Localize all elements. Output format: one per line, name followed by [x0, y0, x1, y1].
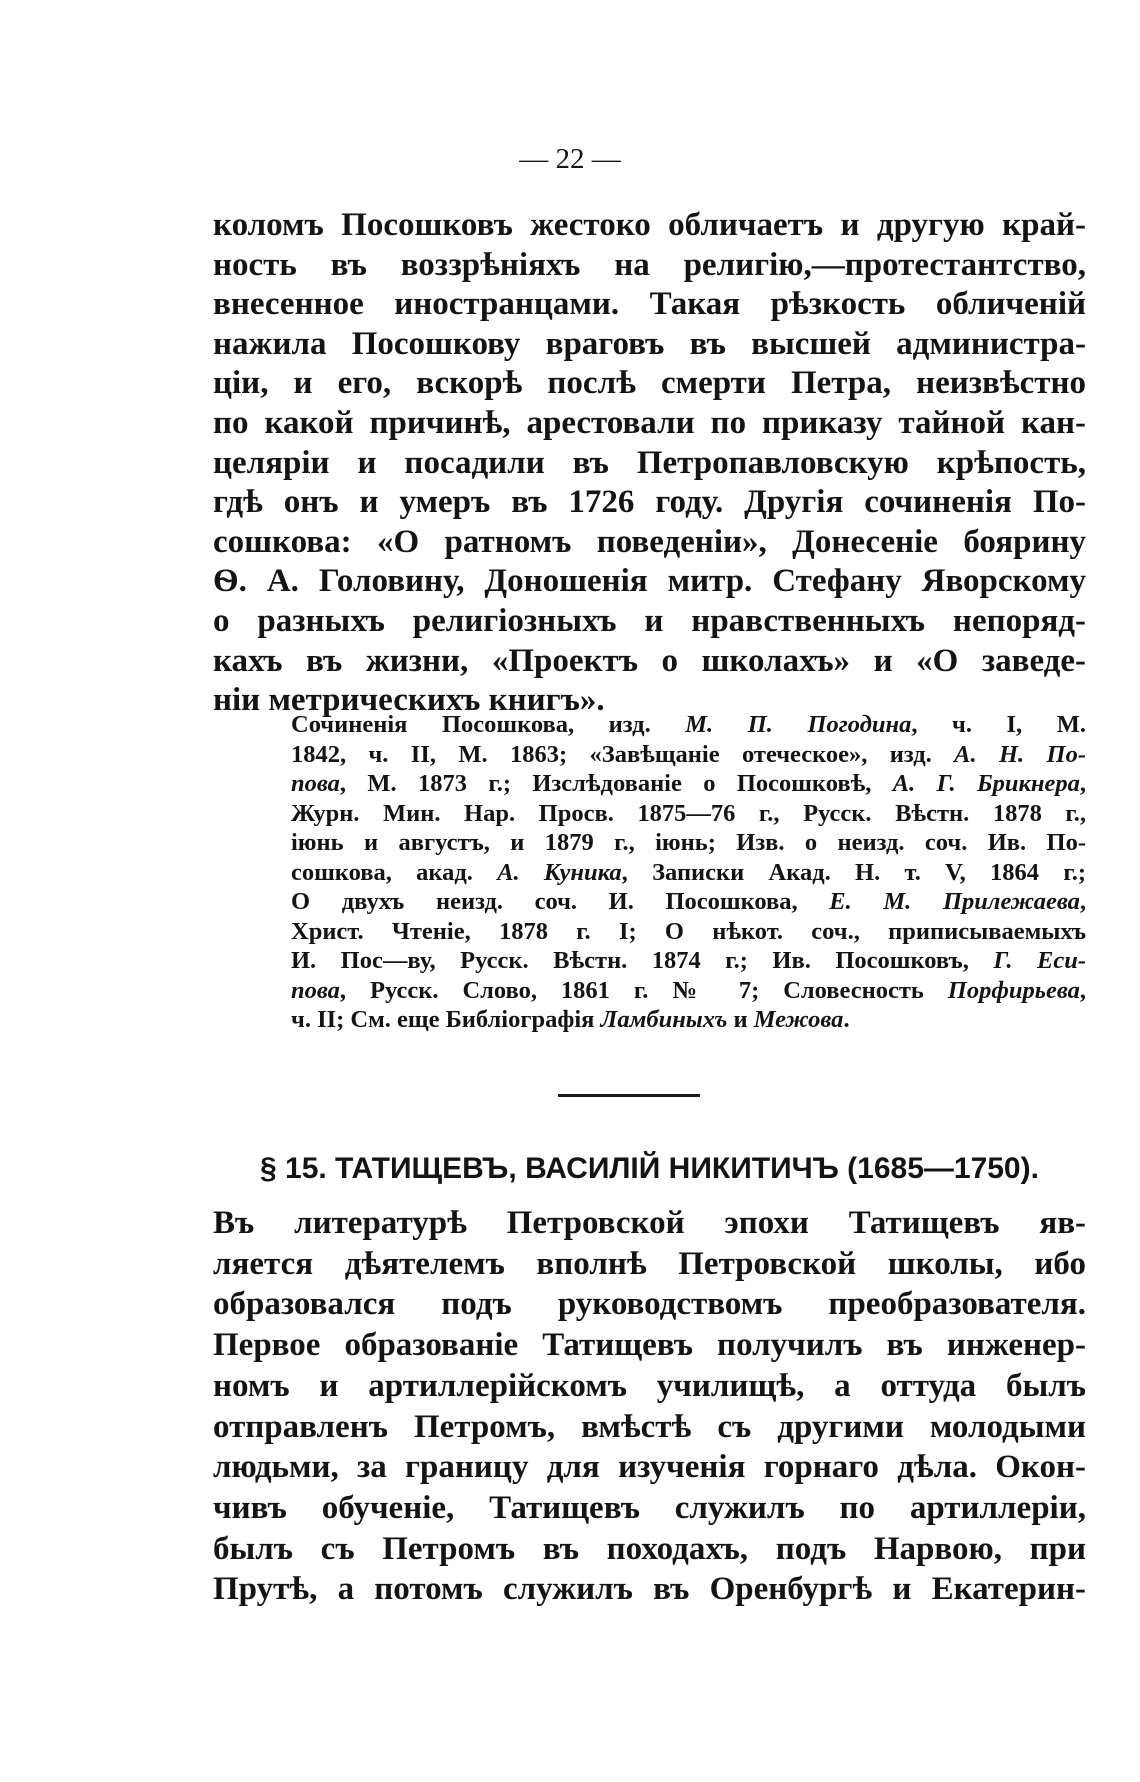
text-line: людьми, за границу для изученія горнаго дѣла. Окон-: [213, 1449, 1086, 1486]
footnote-segment: іюнь и августъ, и 1879 г., іюнь; Изв. о неизд. соч. Ив. По-: [291, 829, 1086, 856]
text-line: Прутѣ, а потомъ служилъ въ Оренбургѣ и Екатерин-: [213, 1571, 1086, 1608]
footnote-italic-segment: Ламбиныхъ: [600, 1006, 728, 1033]
footnote-line: [291, 828, 1086, 858]
text-line: Первое образованіе Татищевъ получилъ въ инженер-: [213, 1327, 1086, 1364]
footnote-italic-segment: М. П. Погодина: [685, 711, 912, 738]
footnote-line: [291, 799, 1086, 829]
footnote-italic-segment: Г. Еси-: [993, 947, 1086, 974]
text-line: гдѣ онъ и умеръ въ 1726 году. Другія сочиненія По-: [213, 484, 1086, 521]
text-line: о разныхъ религіозныхъ и нравственныхъ непоряд-: [213, 602, 1086, 639]
text-line: кахъ въ жизни, «Проектъ о школахъ» и «О заведе-: [213, 642, 1086, 679]
footnote-line: [291, 710, 1086, 740]
footnote-segment: и: [727, 1006, 754, 1033]
footnote-italic-segment: Е. М. Прилежаева: [829, 888, 1080, 915]
footnote-segment: ч. II; См. еще Библіографія: [291, 1006, 601, 1033]
footnote-italic-segment: пова: [291, 976, 340, 1004]
footnote-segment: Сочиненія Посошкова, изд.: [291, 711, 686, 738]
footnote-segment: , Русск. Слово, 1861 г. № 7; Словесность: [339, 976, 948, 1004]
text-line: целяріи и посадили въ Петропавловскую крѣпость,: [213, 444, 1086, 481]
footnote-segment: ,: [1079, 770, 1086, 797]
footnote-italic-segment: А. Г. Брикнера: [892, 770, 1080, 797]
footnote-segment: ,: [1079, 888, 1086, 915]
footnote-segment: .: [843, 1006, 850, 1033]
main-paragraph: [213, 206, 1086, 721]
footnote-line: [291, 976, 1086, 1006]
footnote-line: [291, 946, 1086, 976]
text-line: Въ литературѣ Петровской эпохи Татищевъ яв-: [213, 1205, 1086, 1241]
bibliography-footnote: [291, 710, 1086, 1035]
footnote-segment: Журн. Мин. Нар. Просв. 1875—76 г., Русск. Вѣстн. 1878 г.,: [291, 799, 1086, 827]
footnote-line: [291, 917, 1086, 947]
footnote-segment: И. Пос—ву, Русск. Вѣстн. 1874 г.; Ив. Посошковъ,: [291, 947, 994, 974]
text-line: сошкова: «О ратномъ поведеніи», Донесеніе боярину: [213, 523, 1086, 560]
section-divider: [558, 1094, 700, 1097]
footnote-line: [291, 887, 1086, 917]
footnote-italic-segment: Межова: [753, 1006, 844, 1033]
text-line: образовался подъ руководствомъ преобразователя.: [213, 1286, 1086, 1323]
text-line: коломъ Посошковъ жестоко обличаетъ и другую край-: [213, 207, 1086, 243]
text-line: ціи, и его, вскорѣ послѣ смерти Петра, неизвѣстно: [213, 365, 1086, 402]
footnote-line: [291, 1005, 1086, 1035]
text-line: ніи метрическихъ книгъ».: [213, 682, 605, 719]
footnote-line: [291, 740, 1086, 770]
text-line: Ѳ. А. Головину, Доношенія митр. Стефану Яворскому: [213, 563, 1086, 600]
footnote-line: [291, 858, 1086, 888]
footnote-italic-segment: А. Куника: [497, 858, 622, 886]
footnote-segment: 1842, ч. II, М. 1863; «Завѣщаніе отеческое», изд.: [291, 740, 955, 768]
text-line: номъ и артиллерійскомъ училищѣ, а оттуда былъ: [213, 1367, 1086, 1404]
text-line: ность въ воззрѣніяхъ на религію,—протестантство,: [213, 246, 1086, 283]
footnote-segment: ,: [1079, 976, 1086, 1004]
section-paragraph: [213, 1203, 1086, 1610]
text-line: чивъ обученіе, Татищевъ служилъ по артиллеріи,: [213, 1489, 1086, 1526]
text-line: по какой причинѣ, арестовали по приказу тайной кан-: [213, 404, 1086, 441]
footnote-segment: О двухъ неизд. соч. И. Посошкова,: [291, 888, 830, 915]
footnote-italic-segment: Порфирьева: [947, 976, 1080, 1004]
text-line: отправленъ Петромъ, вмѣстѣ съ другими молодыми: [213, 1408, 1086, 1445]
footnote-segment: , Записки Акад. Н. т. V, 1864 г.;: [621, 858, 1086, 886]
page-number: — 22 —: [519, 143, 621, 175]
footnote-segment: , М. 1873 г.; Изслѣдованіе о Посошковѣ,: [339, 770, 893, 797]
footnote-segment: Христ. Чтеніе, 1878 г. I; О нѣкот. соч., приписываемыхъ: [291, 917, 1086, 945]
text-line: былъ съ Петромъ въ походахъ, подъ Нарвою, при: [213, 1530, 1086, 1567]
text-line: внесенное иностранцами. Такая рѣзкость обличеній: [213, 286, 1086, 323]
section-heading: § 15. ТАТИЩЕВЪ, ВАСИЛІЙ НИКИТИЧЪ (1685—1750).: [260, 1152, 1039, 1185]
footnote-segment: сошкова, акад.: [291, 858, 498, 886]
text-line: ляется дѣятелемъ вполнѣ Петровской школы, ибо: [213, 1245, 1086, 1282]
footnote-italic-segment: А. Н. По-: [954, 740, 1086, 768]
footnote-line: [291, 769, 1086, 799]
footnote-italic-segment: пова: [291, 770, 340, 797]
footnote-segment: , ч. I, М.: [911, 711, 1086, 738]
text-line: нажила Посошкову враговъ въ высшей администра-: [213, 325, 1086, 362]
